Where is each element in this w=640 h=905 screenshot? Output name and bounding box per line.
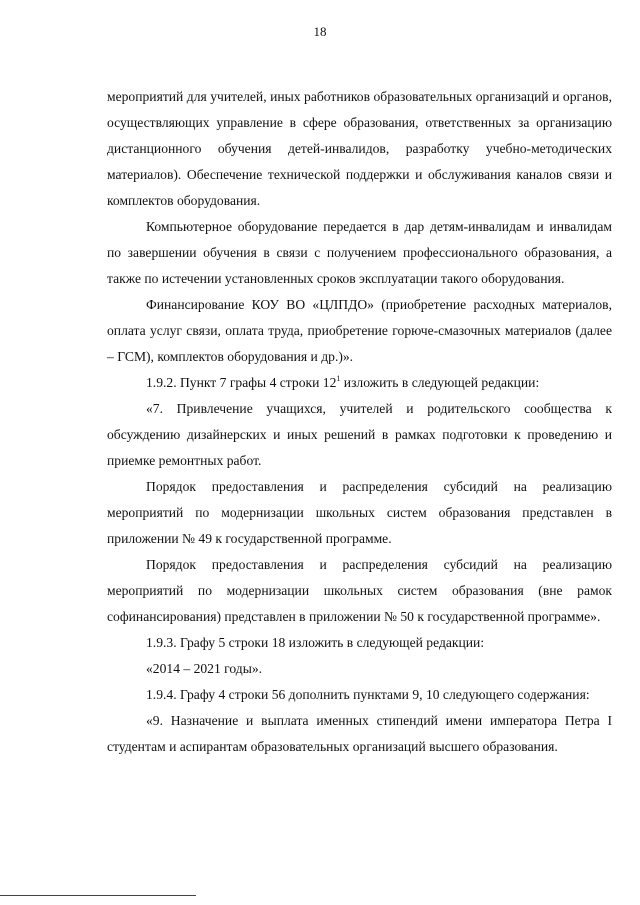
paragraph-8: 1.9.3. Графу 5 строки 18 изложить в следующей редакции:	[146, 635, 485, 650]
paragraph-10: 1.9.4. Графу 4 строки 56 дополнить пунктами 9, 10 следующего содержания:	[146, 687, 590, 702]
paragraph-4-text-end: изложить в следующей редакции:	[340, 375, 540, 390]
paragraph-6: Порядок предоставления и распределения субсидий на реализацию мероприятий по модернизации школьных систем образования представлен в приложении № 49 к государственной программе.	[107, 479, 612, 546]
paragraph-5: «7. Привлечение учащихся, учителей и родительского сообщества к обсуждению дизайнерских и иных решений в рамках подготовки к проведению и приемке ремонтных работ.	[107, 401, 612, 468]
paragraph-3: Финансирование КОУ ВО «ЦЛПДО» (приобретение расходных материалов, оплата услуг связи, оплата труда, приобретение горюче-смазочных материалов (далее – ГСМ), комплектов оборудования и др.)».	[107, 297, 612, 364]
document-body	[107, 84, 612, 760]
footer-divider	[0, 895, 196, 896]
paragraph-1: мероприятий для учителей, иных работников образовательных организаций и органов, осуществляющих управление в сфере образования, ответственных за организацию дистанционного обучения детей-инвалидов, разработку учебно-методических материалов). Обеспечение технической поддержки и обслуживания каналов связи и комплектов оборудования.	[107, 89, 612, 208]
page-number: 18	[313, 24, 327, 39]
paragraph-4-text-start: 1.9.2. Пункт 7 графы 4 строки 12	[146, 375, 337, 390]
paragraph-2: Компьютерное оборудование передается в дар детям-инвалидам и инвалидам по завершении обучения в связи с получением профессионального образования, а также по истечении установленных сроков эксплуатации такого оборудования.	[107, 219, 612, 286]
paragraph-11: «9. Назначение и выплата именных стипендий имени императора Петра I студентам и аспирантам образовательных организаций высшего образования.	[107, 713, 612, 754]
paragraph-9: «2014 – 2021 годы».	[146, 661, 263, 676]
superscript-1: 1	[336, 374, 341, 383]
paragraph-4	[107, 370, 612, 396]
paragraph-7: Порядок предоставления и распределения субсидий на реализацию мероприятий по модернизации школьных систем образования (вне рамок софинансирования) представлен в приложении № 50 к государственной программе».	[107, 557, 612, 624]
